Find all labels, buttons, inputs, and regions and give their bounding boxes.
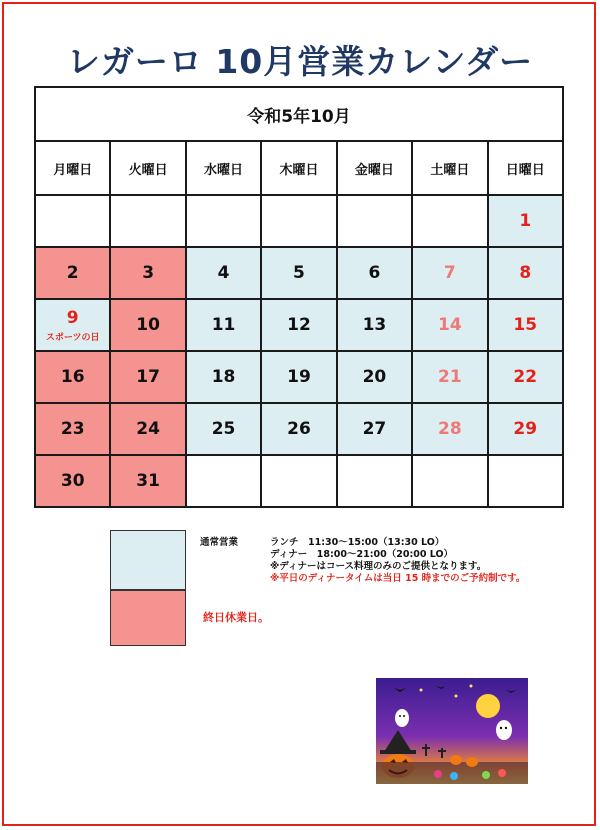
day-number: 11 bbox=[211, 315, 236, 335]
day-cell bbox=[110, 351, 185, 403]
day-number: 25 bbox=[211, 419, 236, 439]
weekday-header-7: 日曜日 bbox=[488, 141, 563, 195]
page-title: レガーロ 10月営業カレンダー bbox=[66, 42, 534, 81]
empty-cell bbox=[337, 195, 412, 247]
day-number: 18 bbox=[211, 367, 236, 387]
legend-closed-swatch bbox=[110, 590, 186, 646]
empty-cell bbox=[110, 195, 185, 247]
day-cell bbox=[186, 351, 261, 403]
day-cell bbox=[261, 299, 336, 351]
empty-cell bbox=[35, 195, 110, 247]
day-cell bbox=[337, 403, 412, 455]
empty-cell bbox=[186, 455, 261, 507]
weekday-header-2: 火曜日 bbox=[110, 141, 185, 195]
weekday-header-6: 土曜日 bbox=[412, 141, 487, 195]
day-number: 7 bbox=[443, 263, 456, 283]
day-number: 6 bbox=[368, 263, 381, 283]
legend-dinner: ディナー 18:00～21:00（20:00 LO） bbox=[270, 549, 454, 560]
week-row bbox=[35, 299, 563, 351]
day-number: 1 bbox=[519, 211, 532, 231]
week-row bbox=[35, 455, 563, 507]
day-cell bbox=[110, 455, 185, 507]
day-cell bbox=[110, 403, 185, 455]
empty-cell bbox=[261, 455, 336, 507]
day-cell bbox=[412, 403, 487, 455]
day-cell bbox=[110, 247, 185, 299]
day-cell bbox=[186, 403, 261, 455]
halloween-illustration-icon bbox=[376, 678, 528, 784]
week-row bbox=[35, 195, 563, 247]
day-number: 8 bbox=[519, 263, 532, 283]
halloween-image bbox=[376, 678, 528, 784]
day-number: 23 bbox=[60, 419, 85, 439]
day-number: 29 bbox=[513, 419, 538, 439]
legend-open-label: 通常営業 bbox=[200, 537, 239, 548]
day-number: 26 bbox=[287, 419, 311, 439]
day-cell bbox=[186, 247, 261, 299]
day-cell bbox=[412, 247, 487, 299]
day-number: 5 bbox=[293, 263, 305, 283]
day-cell bbox=[488, 247, 563, 299]
week-row bbox=[35, 351, 563, 403]
day-cell bbox=[337, 351, 412, 403]
day-cell bbox=[35, 403, 110, 455]
day-number: 17 bbox=[136, 367, 160, 387]
legend-course-note: ※ディナーはコース料理のみのご提供となります。 bbox=[270, 561, 487, 572]
day-number: 19 bbox=[287, 367, 311, 387]
day-cell bbox=[35, 247, 110, 299]
day-number: 3 bbox=[142, 263, 155, 283]
legend-closed-label: 終日休業日。 bbox=[203, 611, 269, 624]
day-number: 2 bbox=[66, 263, 79, 283]
day-cell bbox=[488, 403, 563, 455]
day-number: 22 bbox=[513, 367, 538, 387]
day-cell bbox=[412, 351, 487, 403]
day-number: 12 bbox=[287, 315, 311, 335]
calendar-table bbox=[34, 86, 564, 508]
empty-cell bbox=[412, 455, 487, 507]
day-number: 28 bbox=[437, 419, 462, 439]
legend-open-swatch bbox=[110, 530, 186, 590]
day-cell bbox=[110, 299, 185, 351]
day-number: 14 bbox=[437, 315, 462, 335]
day-number: 16 bbox=[60, 367, 85, 387]
weekday-header-row bbox=[35, 141, 563, 195]
calendar-body bbox=[35, 195, 563, 507]
day-cell bbox=[488, 299, 563, 351]
week-row bbox=[35, 247, 563, 299]
day-number: 31 bbox=[136, 471, 160, 491]
day-cell bbox=[186, 299, 261, 351]
day-number: 10 bbox=[136, 315, 160, 335]
day-cell bbox=[261, 351, 336, 403]
day-cell bbox=[35, 299, 110, 351]
empty-cell bbox=[261, 195, 336, 247]
month-heading: 令和5年10月 bbox=[35, 87, 563, 141]
day-cell bbox=[261, 247, 336, 299]
week-row bbox=[35, 403, 563, 455]
weekday-header-4: 木曜日 bbox=[261, 141, 336, 195]
day-cell bbox=[337, 247, 412, 299]
holiday-note: スポーツの日 bbox=[45, 332, 100, 343]
day-number: 27 bbox=[362, 419, 387, 439]
day-number: 13 bbox=[362, 315, 387, 335]
legend-lunch: ランチ 11:30～15:00（13:30 LO） bbox=[270, 537, 445, 548]
day-number: 21 bbox=[437, 367, 462, 387]
empty-cell bbox=[412, 195, 487, 247]
day-number: 30 bbox=[60, 471, 85, 491]
legend-hours bbox=[270, 537, 486, 573]
day-number: 4 bbox=[217, 263, 230, 283]
day-cell bbox=[35, 351, 110, 403]
day-number: 15 bbox=[513, 315, 538, 335]
day-cell bbox=[412, 299, 487, 351]
day-cell bbox=[35, 455, 110, 507]
day-number: 20 bbox=[362, 367, 387, 387]
legend-reservation-note: ※平日のディナータイムは当日 15 時までのご予約制です。 bbox=[270, 573, 526, 584]
day-cell bbox=[261, 403, 336, 455]
day-number: 9 bbox=[66, 307, 79, 328]
day-cell bbox=[488, 195, 563, 247]
day-number: 24 bbox=[136, 419, 160, 439]
empty-cell bbox=[186, 195, 261, 247]
day-cell bbox=[337, 299, 412, 351]
weekday-header-5: 金曜日 bbox=[337, 141, 412, 195]
weekday-header-1: 月曜日 bbox=[35, 141, 110, 195]
empty-cell bbox=[337, 455, 412, 507]
day-cell bbox=[488, 351, 563, 403]
empty-cell bbox=[488, 455, 563, 507]
weekday-header-3: 水曜日 bbox=[186, 141, 261, 195]
